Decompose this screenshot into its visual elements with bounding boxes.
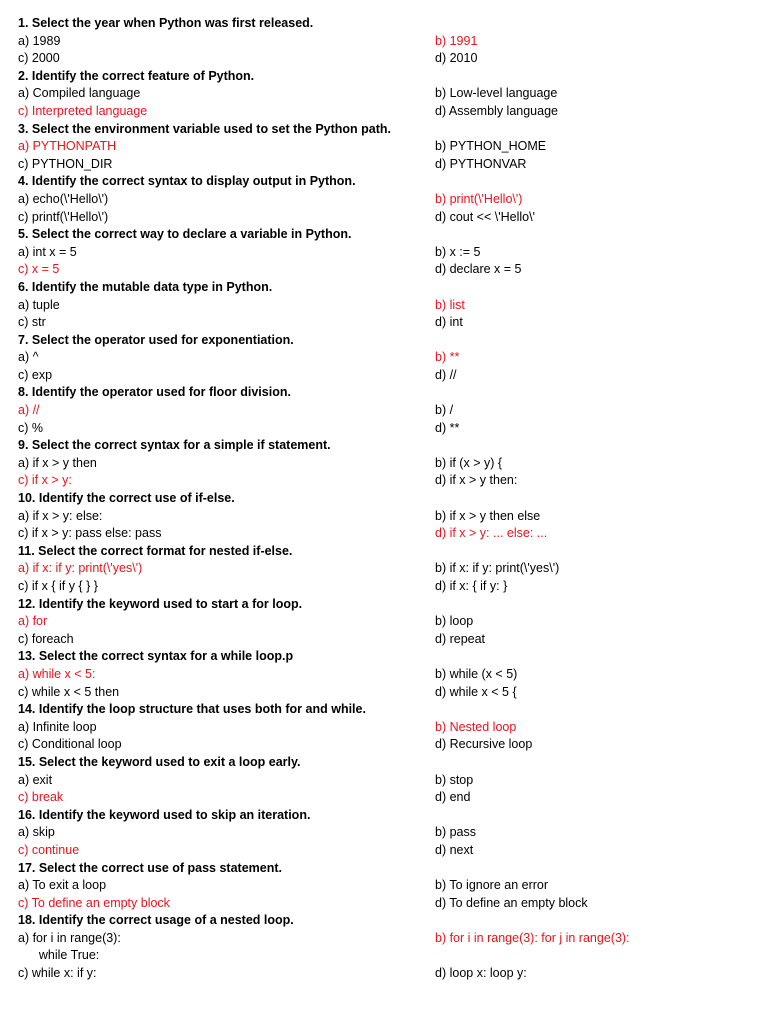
answer-option: d) end <box>435 790 471 805</box>
answer-option: c) while x < 5 then <box>18 684 120 699</box>
option-row <box>18 947 758 965</box>
correct-answer-option: a) PYTHONPATH <box>18 139 117 154</box>
answer-option: d) if x > y then: <box>435 473 518 488</box>
option-row <box>18 261 758 279</box>
answer-option: a) 1989 <box>18 33 61 48</box>
question-text: 6. Identify the mutable data type in Python. <box>18 279 273 294</box>
option-row <box>18 85 758 103</box>
correct-answer-option: b) for i in range(3): for j in range(3): <box>435 930 630 945</box>
answer-option: c) printf(\'Hello\') <box>18 209 109 224</box>
question-text: 11. Select the correct format for nested if-else. <box>18 543 293 558</box>
option-row <box>18 472 758 490</box>
option-row <box>18 930 758 948</box>
answer-option: b) PYTHON_HOME <box>435 139 547 154</box>
correct-answer-option: b) ** <box>435 350 460 365</box>
option-row <box>18 631 758 649</box>
answer-option: a) exit <box>18 772 53 787</box>
correct-answer-option: c) continue <box>18 842 80 857</box>
correct-answer-option: b) 1991 <box>435 33 478 48</box>
correct-answer-option: a) // <box>18 403 40 418</box>
answer-option: d) To define an empty block <box>435 895 588 910</box>
option-row <box>18 719 758 737</box>
answer-option: b) if (x > y) { <box>435 455 503 470</box>
answer-option: c) foreach <box>18 631 74 646</box>
answer-option: d) while x < 5 { <box>435 684 517 699</box>
option-row <box>18 138 758 156</box>
answer-option: b) stop <box>435 772 474 787</box>
question-text: 8. Identify the operator used for floor division. <box>18 385 291 400</box>
correct-answer-option: b) list <box>435 297 465 312</box>
question-text: 10. Identify the correct use of if-else. <box>18 491 235 506</box>
answer-option: c) while x: if y: <box>18 966 97 981</box>
answer-option: a) if x > y: else: <box>18 508 103 523</box>
answer-option: b) x := 5 <box>435 244 481 259</box>
answer-option: c) exp <box>18 367 53 382</box>
answer-option: a) for i in range(3): <box>18 930 121 945</box>
answer-option: a) ^ <box>18 350 39 365</box>
option-row <box>18 895 758 913</box>
answer-option: d) cout << \'Hello\' <box>435 209 535 224</box>
answer-option: c) if x > y: pass else: pass <box>18 526 162 541</box>
option-row <box>18 420 758 438</box>
question-text: 7. Select the operator used for exponentiation. <box>18 332 294 347</box>
question-text: 1. Select the year when Python was first released. <box>18 16 314 30</box>
option-row <box>18 191 758 209</box>
answer-option: a) int x = 5 <box>18 244 77 259</box>
answer-option: b) To ignore an error <box>435 878 549 893</box>
option-row <box>18 789 758 807</box>
answer-option: a) tuple <box>18 297 60 312</box>
option-row <box>18 297 758 315</box>
option-row <box>18 33 758 51</box>
option-row <box>18 578 758 596</box>
answer-option: c) if x { if y { } } <box>18 579 98 593</box>
answer-option: d) 2010 <box>435 51 478 66</box>
option-row <box>18 842 758 860</box>
option-row <box>18 156 758 174</box>
correct-answer-option: c) x = 5 <box>18 262 60 277</box>
answer-option: d) loop x: loop y: <box>435 966 527 981</box>
answer-option: b) while (x < 5) <box>435 666 518 681</box>
answer-option: d) if x: { if y: } <box>435 579 508 593</box>
option-row <box>18 772 758 790</box>
option-row <box>18 314 758 332</box>
option-row <box>18 244 758 262</box>
answer-option: b) / <box>435 403 454 418</box>
option-row <box>18 103 758 121</box>
option-row <box>18 613 758 631</box>
option-row <box>18 349 758 367</box>
answer-option: d) next <box>435 842 474 857</box>
answer-option: c) % <box>18 420 43 435</box>
answer-option: a) if x > y then <box>18 455 97 470</box>
question-text: 4. Identify the correct syntax to display output in Python. <box>18 174 356 189</box>
option-row <box>18 824 758 842</box>
question-text: 2. Identify the correct feature of Python. <box>18 68 255 83</box>
correct-answer-option: c) Interpreted language <box>18 103 148 118</box>
answer-option: a) skip <box>18 825 55 840</box>
answer-option: c) PYTHON_DIR <box>18 156 113 171</box>
question-text: 5. Select the correct way to declare a variable in Python. <box>18 227 352 242</box>
option-row <box>18 525 758 543</box>
quiz-sheet <box>18 15 758 983</box>
answer-option: b) loop <box>435 614 474 629</box>
option-row <box>18 402 758 420</box>
answer-option: d) declare x = 5 <box>435 262 522 277</box>
question-text: 3. Select the environment variable used to set the Python path. <box>18 121 392 136</box>
answer-option: while True: <box>18 948 100 963</box>
option-row <box>18 560 758 578</box>
answer-option: d) Recursive loop <box>435 737 533 752</box>
correct-answer-option: a) while x < 5: <box>18 666 96 681</box>
correct-answer-option: c) To define an empty block <box>18 895 170 910</box>
answer-option: a) Infinite loop <box>18 719 97 734</box>
question-text: 12. Identify the keyword used to start a for loop. <box>18 596 303 611</box>
question-text: 16. Identify the keyword used to skip an iteration. <box>18 807 311 822</box>
answer-option: d) repeat <box>435 631 486 646</box>
option-row <box>18 455 758 473</box>
option-row <box>18 367 758 385</box>
correct-answer-option: b) print(\'Hello\') <box>435 191 523 206</box>
answer-option: a) echo(\'Hello\') <box>18 191 109 206</box>
answer-option: b) if x: if y: print(\'yes\') <box>435 561 560 576</box>
correct-answer-option: b) Nested loop <box>435 719 517 734</box>
answer-option: d) Assembly language <box>435 103 558 118</box>
option-row <box>18 508 758 526</box>
answer-option: d) ** <box>435 420 460 435</box>
answer-option: c) Conditional loop <box>18 737 122 752</box>
option-row <box>18 666 758 684</box>
question-text: 9. Select the correct syntax for a simple if statement. <box>18 438 331 453</box>
correct-answer-option: a) if x: if y: print(\'yes\') <box>18 561 143 576</box>
answer-option: b) if x > y then else <box>435 508 541 523</box>
answer-option: d) int <box>435 315 463 330</box>
question-text: 13. Select the correct syntax for a while loop.p <box>18 649 294 664</box>
option-row <box>18 877 758 895</box>
correct-answer-option: c) if x > y: <box>18 473 72 488</box>
option-row <box>18 965 758 983</box>
option-row <box>18 736 758 754</box>
answer-option: a) To exit a loop <box>18 878 107 893</box>
answer-option: d) // <box>435 367 457 382</box>
option-row <box>18 50 758 68</box>
correct-answer-option: a) for <box>18 614 48 629</box>
answer-option: a) Compiled language <box>18 86 141 101</box>
answer-option: c) str <box>18 315 46 330</box>
question-text: 17. Select the correct use of pass statement. <box>18 860 282 875</box>
answer-option: b) pass <box>435 825 476 840</box>
answer-option: c) 2000 <box>18 51 60 66</box>
correct-answer-option: d) if x > y: ... else: ... <box>435 526 548 541</box>
option-row <box>18 209 758 227</box>
question-text: 18. Identify the correct usage of a nested loop. <box>18 913 294 928</box>
question-text: 14. Identify the loop structure that uses both for and while. <box>18 702 366 717</box>
correct-answer-option: c) break <box>18 790 64 805</box>
answer-option: b) Low-level language <box>435 86 558 101</box>
option-row <box>18 684 758 702</box>
question-text: 15. Select the keyword used to exit a loop early. <box>18 754 301 769</box>
answer-option: d) PYTHONVAR <box>435 156 527 171</box>
